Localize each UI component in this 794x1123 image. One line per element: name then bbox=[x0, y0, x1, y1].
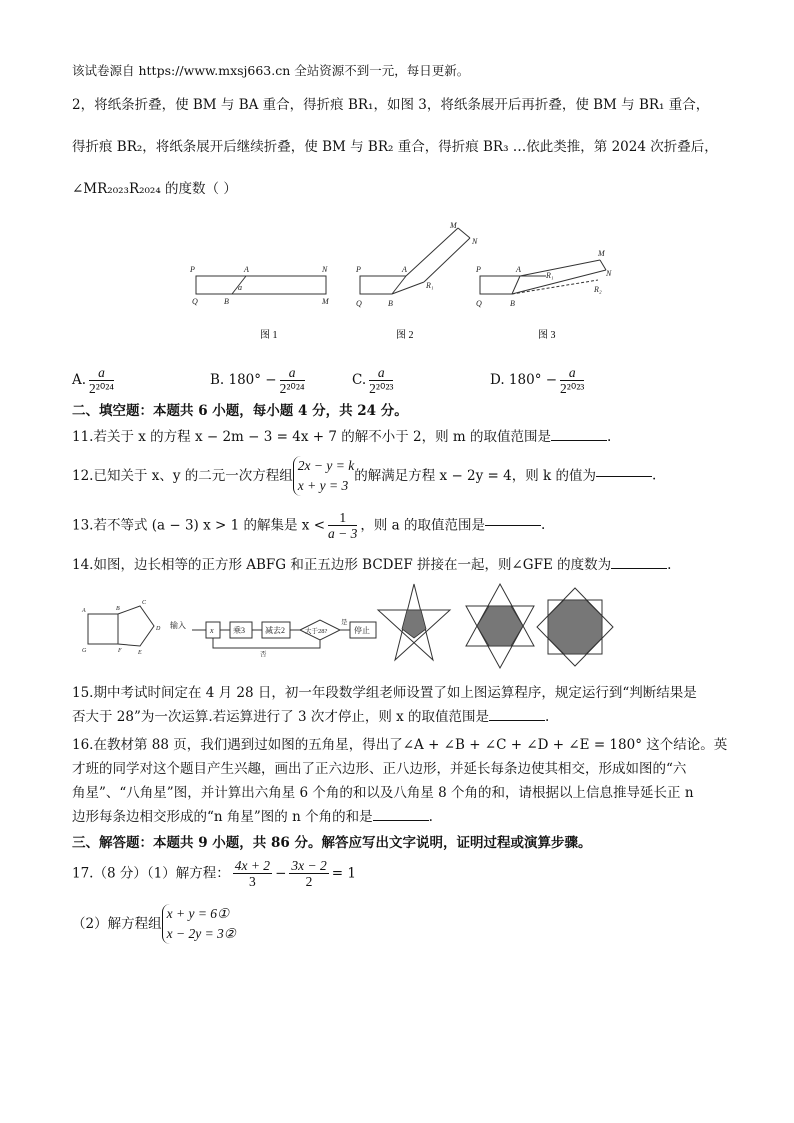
q11: 11.若关于 x 的方程 x − 2m − 3 = 4x + 7 的解不小于 2，则 m 的取值范围是 . bbox=[72, 429, 612, 445]
q14: 14.如图，边长相等的正方形 ABFG 和正五边形 BCDEF 拼接在一起，则∠GFE 的度数为 . bbox=[72, 557, 672, 573]
svg-text:M: M bbox=[322, 297, 329, 306]
svg-text:G: G bbox=[82, 648, 87, 654]
q16-blank[interactable] bbox=[373, 820, 429, 821]
square-pentagon-figure bbox=[88, 606, 154, 646]
option-d[interactable]: D. 180° − $\frac{a}{\text{2²⁰²³}}$ bbox=[490, 365, 585, 396]
svg-text:停止: 停止 bbox=[354, 626, 370, 635]
figure-1 bbox=[196, 276, 326, 294]
figure-row bbox=[74, 580, 614, 678]
svg-text:B: B bbox=[224, 297, 229, 306]
svg-text:R₁: R₁ bbox=[546, 271, 554, 280]
svg-text:N: N bbox=[472, 237, 478, 246]
svg-text:R₁: R₁ bbox=[426, 281, 434, 290]
option-c[interactable]: C. $\frac{a}{\text{2²⁰²³}}$ bbox=[352, 365, 394, 396]
svg-text:否: 否 bbox=[260, 651, 267, 658]
source-header: 该试卷源自 https://www.mxsj663.cn 全站资源不到一元，每日更新。 bbox=[72, 63, 470, 78]
svg-text:Q: Q bbox=[192, 297, 198, 306]
q16-line1: 16.在教材第 88 页，我们遇到过如图的五角星，得出了∠A + ∠B + ∠C + ∠D + ∠E = 180° 这个结论。英 bbox=[72, 737, 728, 753]
svg-text:F: F bbox=[118, 648, 122, 654]
q10-line1: 2，将纸条折叠，使 BM 与 BA 重合，得折痕 BR₁，如图 3，将纸条展开后再折叠，使 BM 与 BR₁ 重合， bbox=[72, 97, 710, 113]
q12-blank[interactable] bbox=[596, 476, 652, 477]
q14-blank[interactable] bbox=[611, 568, 667, 569]
fig3-caption: 图 3 bbox=[538, 330, 556, 341]
svg-text:P: P bbox=[190, 265, 195, 274]
svg-text:N: N bbox=[322, 265, 328, 274]
q17-part1: 17.（8 分）（1）解方程： $\frac{4x + 2}{3}$ − $\frac{3x - 2}{2}$ = 1 bbox=[72, 858, 356, 889]
q15-line1: 15.期中考试时间定在 4 月 28 日，初一年段数学组老师设置了如上图运算程序，规定运行到“判断结果是 bbox=[72, 685, 697, 701]
fold-figures bbox=[180, 218, 620, 346]
q16-line4: 边形每条边相交形成的“n 角星”图的 n 个角的和是 . bbox=[72, 809, 433, 825]
svg-text:A: A bbox=[516, 265, 521, 274]
svg-text:B: B bbox=[510, 299, 515, 308]
q13-blank[interactable] bbox=[485, 525, 541, 526]
eight-star-figure bbox=[537, 588, 613, 666]
fig1-caption: 图 1 bbox=[260, 330, 278, 341]
svg-text:M: M bbox=[450, 221, 457, 230]
svg-text:B: B bbox=[116, 606, 120, 612]
section3-title: 三、解答题：本题共 9 小题，共 86 分。解答应写出文字说明，证明过程或演算步骤。 bbox=[72, 835, 592, 851]
q12: 12.已知关于 x、y 的二元一次方程组 2x − y = k x + y = 3 的解满足方程 x − 2y = 4，则 k 的值为 . bbox=[72, 456, 656, 500]
q11-blank[interactable] bbox=[551, 440, 607, 441]
five-star-figure bbox=[378, 584, 450, 660]
option-b[interactable]: B. 180° − $\frac{a}{\text{2²⁰²⁴}}$ bbox=[210, 365, 305, 396]
section2-title: 二、填空题：本题共 6 小题，每小题 4 分，共 24 分。 bbox=[72, 403, 408, 419]
q10-line3: ∠MR₂₀₂₃R₂₀₂₄ 的度数（ ） bbox=[72, 181, 237, 197]
svg-text:P: P bbox=[356, 265, 361, 274]
svg-text:Q: Q bbox=[356, 299, 362, 308]
svg-text:P: P bbox=[476, 265, 481, 274]
figure-2 bbox=[360, 228, 470, 294]
fig2-caption: 图 2 bbox=[396, 330, 414, 341]
q10-options bbox=[72, 356, 732, 396]
svg-text:B: B bbox=[388, 299, 393, 308]
svg-text:减去2: 减去2 bbox=[265, 626, 285, 635]
q16-line3: 角星”、“八角星”图，并计算出六角星 6 个角的和以及八角星 8 个角的和，请根据以上信息推导延长正 n bbox=[72, 785, 694, 801]
svg-text:A: A bbox=[244, 265, 249, 274]
svg-text:C: C bbox=[142, 600, 147, 606]
svg-text:乘3: 乘3 bbox=[233, 626, 245, 635]
svg-text:E: E bbox=[138, 650, 142, 656]
svg-text:是: 是 bbox=[341, 619, 348, 626]
svg-text:Q: Q bbox=[476, 299, 482, 308]
svg-text:a: a bbox=[238, 283, 242, 292]
svg-text:N: N bbox=[606, 269, 612, 278]
svg-text:A: A bbox=[402, 265, 407, 274]
q13: 13.若不等式 (a − 3) x > 1 的解集是 x < $\frac{1}{a - 3}$ ，则 a 的取值范围是 . bbox=[72, 510, 546, 541]
figure-3 bbox=[480, 260, 606, 294]
option-a[interactable]: A. $\frac{a}{\text{2²⁰²⁴}}$ bbox=[72, 365, 115, 396]
svg-text:D: D bbox=[156, 626, 161, 632]
svg-text:x: x bbox=[210, 626, 214, 635]
six-star-figure bbox=[466, 584, 534, 668]
svg-text:M: M bbox=[598, 249, 605, 258]
svg-text:R₂: R₂ bbox=[594, 285, 602, 294]
q15-line2: 否大于 28”为一次运算.若运算进行了 3 次才停止，则 x 的取值范围是 . bbox=[72, 709, 550, 725]
q16-line2: 才班的同学对这个题目产生兴趣，画出了正六边形、正八边形，并延长每条边使其相交，形成如图的“六 bbox=[72, 761, 687, 777]
flow-input-label: 输入 bbox=[170, 621, 186, 630]
q10-line2: 得折痕 BR₂，将纸条展开后继续折叠，使 BM 与 BR₂ 重合，得折痕 BR₃ …依此类推，第 2024 次折叠后， bbox=[72, 139, 718, 155]
q17-part2: （2）解方程组 x + y = 6① x − 2y = 3② bbox=[72, 904, 236, 950]
svg-text:A: A bbox=[82, 608, 86, 614]
q15-blank[interactable] bbox=[489, 720, 545, 721]
svg-text:大于28?: 大于28? bbox=[305, 628, 328, 635]
